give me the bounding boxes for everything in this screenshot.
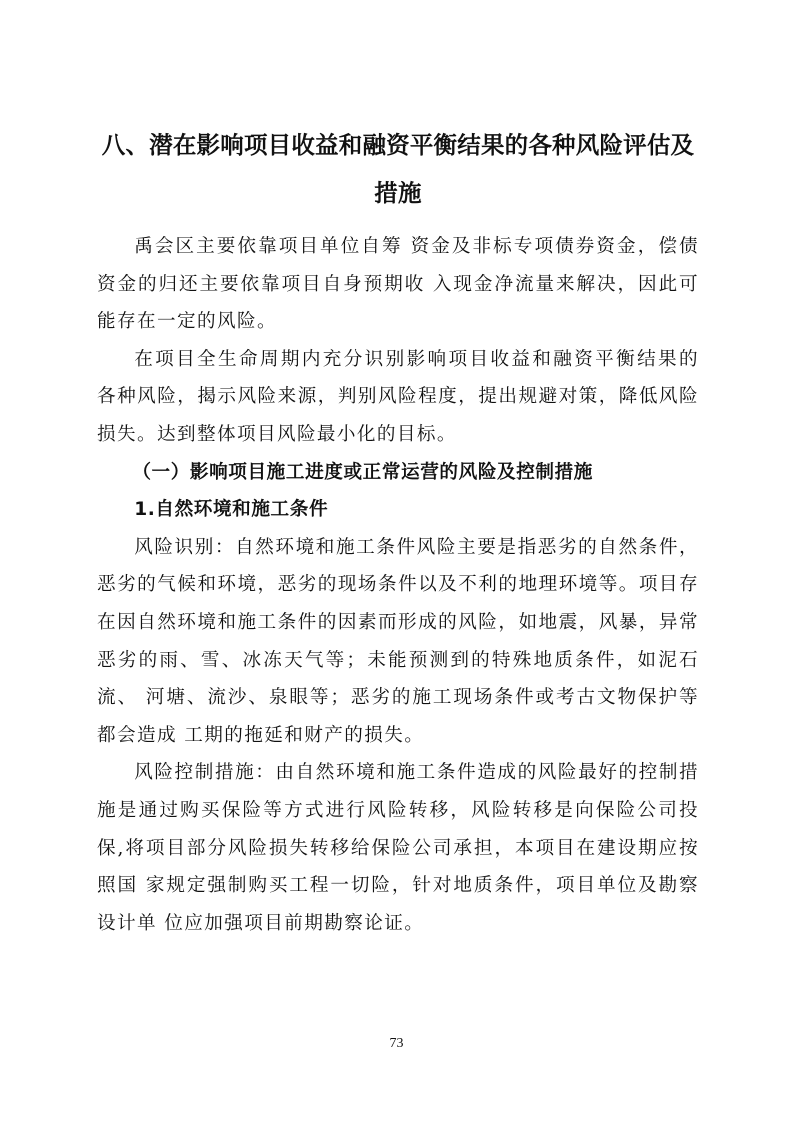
section-title: 八、潜在影响项目收益和融资平衡结果的各种风险评估及措施 xyxy=(101,131,695,207)
subsection-heading: 1.自然环境和施工条件 xyxy=(134,499,329,521)
intro-paragraph-1: 禹会区主要依靠项目单位自筹 资金及非标专项债券资金，偿债资金的归还主要依靠项目自身预期收 入现金净流量来解决，因此可能存在一定的风险。 xyxy=(97,236,699,333)
intro-paragraph-2: 在项目全生命周期内充分识别影响项目收益和融资平衡结果的 各种风险，揭示风险来源，判别风险程度，提出规避对策，降低风险 损失。达到整体项目风险最小化的目标。 xyxy=(97,348,699,445)
section-heading: （一）影响项目施工进度或正常运营的风险及控制措施 xyxy=(132,461,593,483)
document-body xyxy=(97,228,699,942)
page-number: 73 xyxy=(389,1036,404,1051)
risk-identification-paragraph: 风险识别：自然环境和施工条件风险主要是指恶劣的自然条件，恶劣的气候和环境，恶劣的现场条件以及不利的地理环境等。项目存 在因自然环境和施工条件的因素而形成的风险，如地震，风暴，异常 恶劣的雨、雪、冰冻天气等；未能预测到的特殊地质条件，如泥石流、 河塘、流沙、泉眼等；恶劣的施工现场条件或考古文物保护等都会造成 工期的拖延和财产的损失。 xyxy=(97,536,699,746)
risk-control-paragraph: 风险控制措施：由自然环境和施工条件造成的风险最好的控制措 施是通过购买保险等方式进行风险转移，风险转移是向保险公司投保,将项目部分风险损失转移给保险公司承担，本项目在建设期应按照国 家规定强制购买工程一切险，针对地质条件，项目单位及勘察设计单 位应加强项目前期勘察论证。 xyxy=(97,762,699,934)
